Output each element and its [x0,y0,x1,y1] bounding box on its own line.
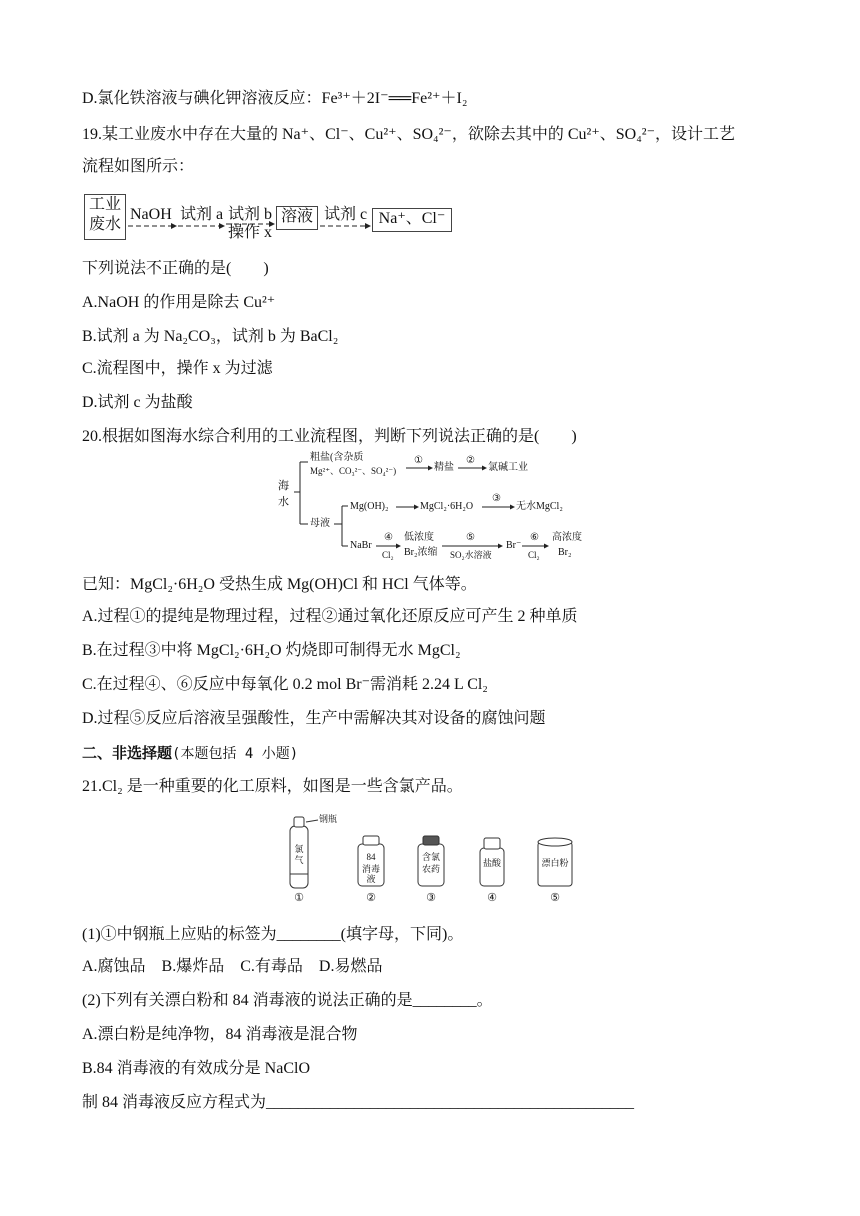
product-5-label: 漂白粉 [541,858,569,868]
chlor-alkali: 氯碱工业 [488,462,528,473]
q19-process-flow [84,192,464,246]
product-4-label: 盐酸 [482,858,501,868]
q19-question: 下列说法不正确的是( ) [82,260,269,277]
q20-option-a: A.过程①的提纯是物理过程，过程②通过氧化还原反应可产生 2 种单质 [82,608,578,625]
product-2-label-line1: 84 [366,852,376,862]
q21-sub2-option-b: B.84 消毒液的有效成分是 NaClO [82,1060,311,1077]
q19-option-b: B.试剂 a 为 Na₂CO₃，试剂 b 为 BaCl₂ [82,328,339,345]
product-5-num: ⑤ [550,892,560,904]
anhydrous-mgcl2: 无水MgCl₂ [516,501,563,512]
step1-label: ① [414,455,423,466]
q21-chlorine-products-figure [280,814,580,906]
step3-label: ③ [492,493,501,504]
flow-step1: NaOH [130,206,172,223]
q20-option-d: D.过程⑤反应后溶液呈强酸性，生产中需解决其对设备的腐蚀问题 [82,710,546,727]
q21-sub1-options: A.腐蚀品 B.爆炸品 C.有毒品 D.易燃品 [82,958,383,975]
q19-option-a: A.NaOH 的作用是除去 Cu²⁺ [82,294,276,311]
product-3-label-line2: 农药 [421,864,440,874]
low-conc-line2: Br₂浓缩 [404,547,438,558]
product-1-num: ① [294,892,304,904]
q19-option-d: D.试剂 c 为盐酸 [82,394,193,411]
cl2-b: Cl₂ [528,550,540,560]
q21-stem: 21.Cl₂ 是一种重要的化工原料，如图是一些含氯产品。 [82,778,463,795]
cylinder-tag: 钢瓶 [318,814,337,824]
q21-sub2-option-a: A.漂白粉是纯净物，84 消毒液是混合物 [82,1026,358,1043]
mgoh2: Mg(OH)₂ [350,501,389,512]
sea-line2: 水 [278,496,289,508]
low-conc-line1: 低浓度 [404,532,434,543]
q18-option-d: D.氯化铁溶液与碘化钾溶液反应：Fe³⁺＋2I⁻══Fe²⁺＋I₂ [82,90,468,107]
q19-option-c: C.流程图中，操作 x 为过滤 [82,360,273,377]
section2-note: (本题包括 4 小题) [172,746,299,762]
step6-label: ⑥ [530,532,539,543]
br-ion: Br⁻ [506,540,522,551]
crude-salt-line2: Mg²⁺、CO₃²⁻、SO₄²⁻) [310,466,397,476]
flow-middle-box: 溶液 [276,206,318,230]
q21-sub1: (1)①中钢瓶上应贴的标签为________(填字母，下同)。 [82,926,464,943]
q19-stem-line2: 流程如图所示： [82,158,195,175]
flow-start-line1: 工业 [88,196,121,213]
section2-title: 二、非选择题 [82,744,173,762]
flow-step3-top: 试剂 b [228,206,273,223]
q20-known: 已知：MgCl₂·6H₂O 受热生成 Mg(OH)Cl 和 HCl 气体等。 [82,576,477,593]
product-4-num: ④ [487,892,497,904]
q19-stem-line1: 19.某工业废水中存在大量的 Na⁺、Cl⁻、Cu²⁺、SO₄²⁻，欲除去其中的 Cu²⁺、SO₄²⁻，设计工艺 [82,126,736,143]
section2-heading [82,742,298,765]
mother-liquor: 母液 [310,518,330,529]
product-3-num: ③ [426,892,436,904]
step2-label: ② [466,455,475,466]
flow-step2: 试剂 a [180,206,224,223]
product-1-label: 氯气 [294,844,304,865]
flow-start-line2: 废水 [88,216,121,233]
q21-sub2: (2)下列有关漂白粉和 84 消毒液的说法正确的是________。 [82,992,493,1009]
q21-sub3: 制 84 消毒液反应方程式为______________________________________________ [82,1094,635,1111]
q20-option-c: C.在过程④、⑥反应中每氧化 0.2 mol Br⁻需消耗 2.24 L Cl₂ [82,676,488,693]
cl2-a: Cl₂ [382,550,394,560]
q20-stem: 20.根据如图海水综合利用的工业流程图，判断下列说法正确的是( ) [82,428,577,445]
q20-seawater-diagram [276,452,596,564]
refined-salt: 精盐 [434,462,454,473]
crude-salt-line1: 粗盐(含杂质 [310,452,364,463]
mgcl2-hydrate: MgCl₂·6H₂O [420,501,474,512]
step5-label: ⑤ [466,532,475,543]
high-conc-line2: Br₂ [558,547,572,558]
sea-line1: 海 [278,480,289,492]
product-2-label-line2: 消毒液 [361,864,380,884]
nabr: NaBr [350,540,372,551]
step4-label: ④ [384,532,393,543]
product-3-label-line1: 含氯 [421,852,440,862]
flow-step3-bottom: 操作 x [228,224,273,241]
so2-solution: SO₂水溶液 [450,550,492,560]
q20-option-b: B.在过程③中将 MgCl₂·6H₂O 灼烧即可制得无水 MgCl₂ [82,642,461,659]
flow-end-box: Na⁺、Cl⁻ [372,208,452,232]
flow-arrows [84,192,464,246]
product-2-num: ② [366,892,376,904]
flow-step4: 试剂 c [324,206,368,223]
high-conc-line1: 高浓度 [552,532,582,543]
